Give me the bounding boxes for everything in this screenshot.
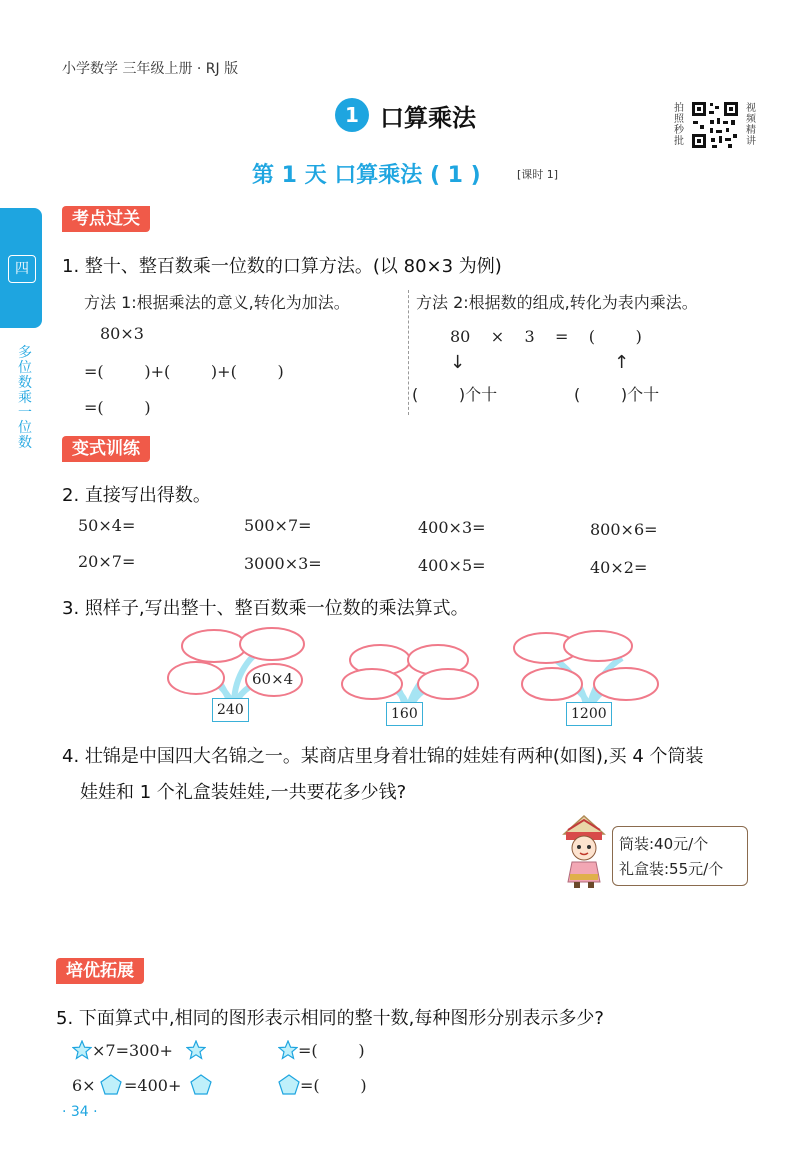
q5-eq2-middle: =400+	[124, 1076, 182, 1095]
price-tube: 筒装:40元/个	[619, 835, 709, 853]
pentagon-icon	[278, 1074, 300, 1096]
lesson-tag: [课时 1]	[517, 168, 559, 181]
q2-text: 2. 直接写出得数。	[62, 485, 211, 506]
star-icon	[278, 1040, 298, 1060]
qr-left-label: 拍照秒批	[674, 103, 684, 147]
lesson-title: 口算乘法	[380, 104, 476, 132]
q3-root-3: 1200	[566, 702, 612, 726]
q2-item: 40×2=	[590, 558, 648, 577]
q5-answer-star: =( )	[298, 1041, 365, 1060]
flower-3	[514, 631, 658, 704]
q5-eq1-middle: ×7=300+	[92, 1041, 173, 1060]
doll-illustration	[556, 812, 612, 890]
book-header: 小学数学 三年级上册 · RJ 版	[62, 61, 239, 77]
q3-example: 60×4	[252, 670, 294, 688]
q2-item: 500×7=	[244, 516, 312, 535]
q1-m1-line3: =( )	[84, 398, 151, 417]
q2-item: 20×7=	[78, 552, 136, 571]
flower-2	[342, 645, 478, 706]
q1-m1-line1: 80×3	[100, 324, 144, 343]
q2-item: 50×4=	[78, 516, 136, 535]
unit-title-vertical: 多位数乘一位数	[18, 345, 32, 451]
q2-item: 400×5=	[418, 556, 486, 575]
pentagon-icon	[100, 1074, 122, 1096]
q3-root-1: 240	[212, 698, 249, 722]
q3-root-2: 160	[386, 702, 423, 726]
section-bianshi: 变式训练	[62, 436, 150, 462]
price-giftbox: 礼盒装:55元/个	[619, 860, 724, 878]
q2-item: 3000×3=	[244, 554, 322, 573]
flower-diagrams	[160, 620, 760, 730]
arrow-up-icon: ↑	[614, 352, 630, 373]
day-title: 第 1 天 口算乘法 ( 1 )	[252, 163, 481, 188]
q1-m2-left-blank: ( )个十	[412, 385, 498, 404]
q1-m2-right-blank: ( )个十	[574, 385, 660, 404]
q2-item: 800×6=	[590, 520, 658, 539]
price-sign	[612, 826, 748, 886]
section-kaodian: 考点过关	[62, 206, 150, 232]
method-divider	[408, 290, 409, 415]
q4-line2: 娃娃和 1 个礼盒装娃娃,一共要花多少钱?	[80, 782, 407, 803]
q3-text: 3. 照样子,写出整十、整百数乘一位数的乘法算式。	[62, 598, 469, 619]
star-icon	[72, 1040, 92, 1060]
flower-1	[168, 628, 304, 702]
unit-number: 四	[8, 255, 36, 283]
qr-right-label: 视频精讲	[746, 103, 756, 147]
q1-method1: 方法 1:根据乘法的意义,转化为加法。	[84, 293, 350, 312]
q5-eq2-left: 6×	[72, 1076, 96, 1095]
q5-text: 5. 下面算式中,相同的图形表示相同的整十数,每种图形分别表示多少?	[56, 1008, 604, 1029]
q5-answer-pentagon: =( )	[300, 1076, 367, 1095]
q4-line1: 4. 壮锦是中国四大名锦之一。某商店里身着壮锦的娃娃有两种(如图),买 4 个筒装	[62, 746, 704, 767]
q1-m2-equation: 80 × 3 = ( )	[450, 327, 642, 346]
q2-item: 400×3=	[418, 518, 486, 537]
lesson-number: 1	[335, 98, 369, 132]
page-number: · 34 ·	[62, 1104, 98, 1120]
pentagon-icon	[190, 1074, 212, 1096]
section-peiyou: 培优拓展	[56, 958, 144, 984]
star-icon	[186, 1040, 206, 1060]
q1-text: 1. 整十、整百数乘一位数的口算方法。(以 80×3 为例)	[62, 256, 502, 277]
q1-method2: 方法 2:根据数的组成,转化为表内乘法。	[416, 293, 698, 312]
q1-m1-line2: =( )+( )+( )	[84, 362, 284, 381]
arrow-down-icon: ↓	[450, 352, 466, 373]
qr-code-icon[interactable]	[690, 100, 740, 150]
